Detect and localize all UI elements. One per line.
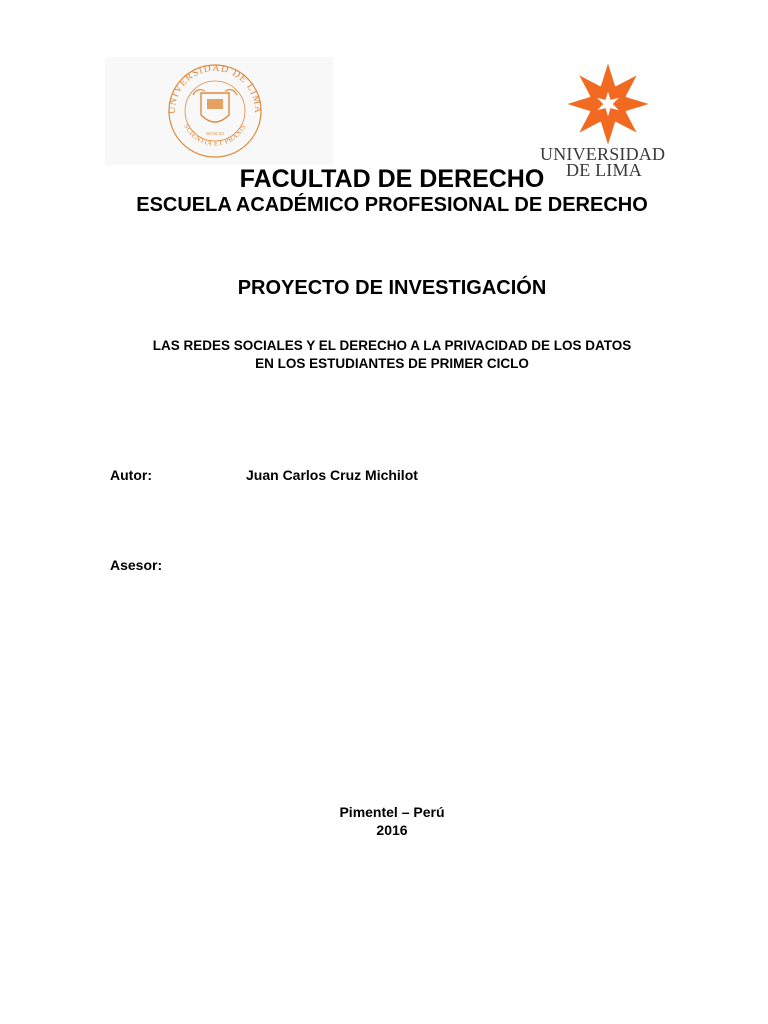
thesis-title-line-2: EN LOS ESTUDIANTES DE PRIMER CICLO <box>255 356 529 371</box>
footer-block <box>8 803 768 839</box>
footer-place: Pimentel – Perú <box>339 804 445 820</box>
author-label: Autor: <box>110 467 152 483</box>
wordmark-line-2: DE LIMA <box>566 160 642 180</box>
project-heading: PROYECTO DE INVESTIGACIÓN <box>237 277 547 299</box>
star-logo <box>562 60 654 148</box>
thesis-title <box>8 337 768 373</box>
university-seal-icon <box>105 57 333 165</box>
faculty-title: FACULTAD DE DERECHO <box>239 165 545 193</box>
seal-motto-text: SCIENTIA ET PRAXIS <box>182 122 248 148</box>
thesis-title-line-1: LAS REDES SOCIALES Y EL DERECHO A LA PRIVACIDAD DE LOS DATOS <box>152 338 632 353</box>
author-name: Juan Carlos Cruz Michilot <box>246 467 418 483</box>
school-title: ESCUELA ACADÉMICO PROFESIONAL DE DERECHO <box>136 194 648 216</box>
advisor-label: Asesor: <box>110 557 163 573</box>
seal-arc-text: UNIVERSIDAD DE LIMA <box>166 62 264 115</box>
university-seal-logo <box>105 57 333 165</box>
wordmark-line-1: UNIVERSIDAD <box>540 144 666 164</box>
orange-star-icon <box>562 60 654 148</box>
seal-year-text: MCMLXII <box>206 131 224 136</box>
footer-year: 2016 <box>376 822 408 838</box>
